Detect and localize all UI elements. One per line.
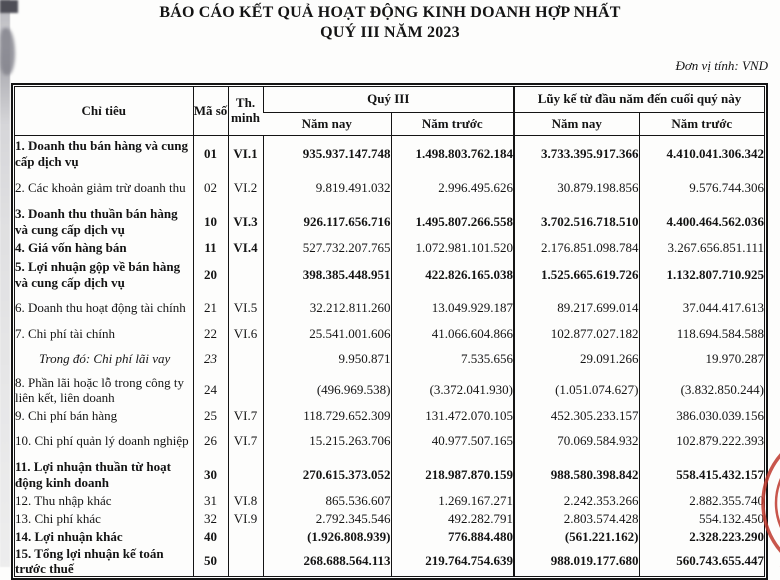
row-ytd-this-year: 2.176.851.098.784 xyxy=(514,239,639,258)
report-title xyxy=(0,3,780,43)
row-ytd-this-year: 30.879.198.856 xyxy=(514,172,639,205)
row-label: 6. Doanh thu hoạt động tài chính xyxy=(15,300,186,316)
table-row xyxy=(15,258,764,292)
row-ytd-this-year: 452.305.233.157 xyxy=(514,407,639,425)
row-ytd-last-year: 554.132.450 xyxy=(639,510,764,528)
row-label: 9. Chi phí bán hàng xyxy=(15,407,118,423)
row-label: Trong đó: Chi phí lãi vay xyxy=(39,350,171,366)
row-note xyxy=(228,546,263,577)
row-label: 10. Chi phí quản lý doanh nghiệp xyxy=(15,433,189,449)
row-ytd-last-year: 37.044.417.613 xyxy=(639,292,764,325)
col-header-ytd-this-year: Năm nay xyxy=(514,113,639,136)
row-ytd-last-year: 558.415.432.157 xyxy=(639,458,764,492)
row-q3-this-year: 25.541.001.606 xyxy=(263,325,391,344)
table-row xyxy=(15,344,764,374)
row-ytd-this-year: (1.051.074.627) xyxy=(514,374,639,407)
row-label: 5. Lợi nhuận gộp về bán hàng và cung cấp dịch vụ xyxy=(15,259,181,290)
row-q3-this-year: (1.926.808.939) xyxy=(263,528,391,546)
row-q3-last-year: 131.472.070.105 xyxy=(391,407,514,425)
table-row xyxy=(15,458,764,492)
row-ytd-this-year: 29.091.266 xyxy=(514,344,639,374)
row-note: VI.8 xyxy=(228,492,263,510)
row-ytd-last-year: (3.832.850.244) xyxy=(639,374,764,407)
row-code: 24 xyxy=(193,374,228,407)
row-q3-last-year: 492.282.791 xyxy=(391,510,514,528)
row-code: 31 xyxy=(193,492,228,510)
row-ytd-this-year: 70.069.584.932 xyxy=(514,425,639,458)
row-label: 8. Phần lãi hoặc lỗ trong công ty liên kết, liên doanh xyxy=(15,374,184,405)
row-ytd-this-year: 102.877.027.182 xyxy=(514,325,639,344)
row-q3-this-year: 32.212.811.260 xyxy=(263,292,391,325)
row-q3-this-year: 9.819.491.032 xyxy=(263,172,391,205)
row-code: 40 xyxy=(193,528,228,546)
row-q3-this-year: 15.215.263.706 xyxy=(263,425,391,458)
row-ytd-this-year: 1.525.665.619.726 xyxy=(514,258,639,292)
row-q3-last-year: (3.372.041.930) xyxy=(391,374,514,407)
row-q3-last-year: 13.049.929.187 xyxy=(391,292,514,325)
row-q3-this-year: 527.732.207.765 xyxy=(263,239,391,258)
unit-label: Đơn vị tính: VND xyxy=(675,58,768,73)
table-row xyxy=(15,492,764,510)
row-ytd-this-year: 89.217.699.014 xyxy=(514,292,639,325)
row-code: 30 xyxy=(193,458,228,492)
table-row xyxy=(15,510,764,528)
row-code: 01 xyxy=(193,136,228,172)
row-ytd-last-year: 118.694.584.588 xyxy=(639,325,764,344)
row-note xyxy=(228,528,263,546)
row-q3-this-year: 9.950.871 xyxy=(263,344,391,374)
row-ytd-this-year: 2.242.353.266 xyxy=(514,492,639,510)
row-ytd-last-year: 3.267.656.851.111 xyxy=(639,239,764,258)
row-code: 23 xyxy=(193,344,228,374)
row-label: 1. Doanh thu bán hàng và cung cấp dịch vụ xyxy=(15,138,189,169)
row-code: 20 xyxy=(193,258,228,292)
row-note xyxy=(228,374,263,407)
report-table xyxy=(11,83,768,580)
row-label: 2. Các khoản giảm trừ doanh thu xyxy=(15,180,186,196)
row-code: 10 xyxy=(193,205,228,239)
row-label: 13. Chi phí khác xyxy=(15,510,101,526)
table-row xyxy=(15,407,764,425)
row-label: 3. Doanh thu thuần bán hàng và cung cấp dịch vụ xyxy=(15,206,178,237)
row-code: 11 xyxy=(193,239,228,258)
row-ytd-this-year: 2.803.574.428 xyxy=(514,510,639,528)
col-header-item: Chỉ tiêu xyxy=(15,87,193,136)
row-label: 11. Lợi nhuận thuần từ hoạt động kinh doanh xyxy=(15,459,171,490)
row-label: 7. Chi phí tài chính xyxy=(15,326,116,342)
row-ytd-last-year: 2.328.223.290 xyxy=(639,528,764,546)
row-q3-last-year: 1.498.803.762.184 xyxy=(391,136,514,172)
row-note xyxy=(228,458,263,492)
table-row xyxy=(15,425,764,458)
row-q3-last-year: 1.495.807.266.558 xyxy=(391,205,514,239)
col-header-q3-last-year: Năm trước xyxy=(391,113,514,136)
row-ytd-last-year: 560.743.655.447 xyxy=(639,546,764,577)
table-row xyxy=(15,172,764,205)
col-group-ytd: Lũy kế từ đầu năm đến cuối quý này xyxy=(514,87,764,113)
row-label: 14. Lợi nhuận khác xyxy=(15,528,123,544)
row-q3-this-year: 935.937.147.748 xyxy=(263,136,391,172)
row-q3-this-year: 270.615.373.052 xyxy=(263,458,391,492)
scan-edge-artifact xyxy=(0,0,10,567)
row-label: 12. Thu nhập khác xyxy=(15,492,112,508)
row-ytd-last-year: 4.410.041.306.342 xyxy=(639,136,764,172)
row-q3-this-year: 865.536.607 xyxy=(263,492,391,510)
row-code: 50 xyxy=(193,546,228,577)
row-note: VI.2 xyxy=(228,172,263,205)
row-code: 25 xyxy=(193,407,228,425)
table-row xyxy=(15,136,764,172)
row-ytd-this-year: 3.733.395.917.366 xyxy=(514,136,639,172)
table-row xyxy=(15,546,764,577)
report-title-line2: QUÝ III NĂM 2023 xyxy=(320,24,460,41)
row-q3-last-year: 1.072.981.101.520 xyxy=(391,239,514,258)
row-ytd-last-year: 102.879.222.393 xyxy=(639,425,764,458)
row-ytd-last-year: 1.132.807.710.925 xyxy=(639,258,764,292)
row-note: VI.7 xyxy=(228,407,263,425)
row-note: VI.4 xyxy=(228,239,263,258)
row-q3-this-year: 926.117.656.716 xyxy=(263,205,391,239)
row-ytd-last-year: 19.970.287 xyxy=(639,344,764,374)
row-ytd-this-year: 988.019.177.680 xyxy=(514,546,639,577)
row-ytd-last-year: 9.576.744.306 xyxy=(639,172,764,205)
row-q3-this-year: 268.688.564.113 xyxy=(263,546,391,577)
row-code: 22 xyxy=(193,325,228,344)
row-q3-last-year: 1.269.167.271 xyxy=(391,492,514,510)
row-q3-this-year: 2.792.345.546 xyxy=(263,510,391,528)
row-label: 15. Tổng lợi nhuận kế toán trước thuế xyxy=(15,545,164,576)
table-row xyxy=(15,325,764,344)
row-q3-last-year: 2.996.495.626 xyxy=(391,172,514,205)
row-q3-last-year: 41.066.604.866 xyxy=(391,325,514,344)
row-code: 21 xyxy=(193,292,228,325)
table-row xyxy=(15,374,764,407)
row-q3-last-year: 219.764.754.639 xyxy=(391,546,514,577)
col-header-q3-this-year: Năm nay xyxy=(263,113,391,136)
row-q3-this-year: (496.969.538) xyxy=(263,374,391,407)
table-row xyxy=(15,239,764,258)
row-code: 26 xyxy=(193,425,228,458)
col-header-code: Mã số xyxy=(193,87,228,136)
row-note: VI.1 xyxy=(228,136,263,172)
row-note: VI.9 xyxy=(228,510,263,528)
row-note: VI.7 xyxy=(228,425,263,458)
row-q3-last-year: 40.977.507.165 xyxy=(391,425,514,458)
row-q3-last-year: 218.987.870.159 xyxy=(391,458,514,492)
col-header-note: Th. minh xyxy=(228,87,263,136)
row-q3-last-year: 7.535.656 xyxy=(391,344,514,374)
report-title-line1: BÁO CÁO KẾT QUẢ HOẠT ĐỘNG KINH DOANH HỢP NHẤT xyxy=(159,4,621,21)
row-label: 4. Giá vốn hàng bán xyxy=(15,240,127,256)
col-header-ytd-last-year: Năm trước xyxy=(639,113,764,136)
row-note: VI.6 xyxy=(228,325,263,344)
row-ytd-this-year: 3.702.516.718.510 xyxy=(514,205,639,239)
table-row xyxy=(15,205,764,239)
table-row xyxy=(15,292,764,325)
row-ytd-last-year: 4.400.464.562.036 xyxy=(639,205,764,239)
row-ytd-last-year: 386.030.039.156 xyxy=(639,407,764,425)
row-note xyxy=(228,344,263,374)
table-row xyxy=(15,528,764,546)
row-q3-this-year: 118.729.652.309 xyxy=(263,407,391,425)
row-note: VI.3 xyxy=(228,205,263,239)
row-note: VI.5 xyxy=(228,292,263,325)
row-ytd-this-year: (561.221.162) xyxy=(514,528,639,546)
row-note xyxy=(228,258,263,292)
row-q3-last-year: 776.884.480 xyxy=(391,528,514,546)
row-code: 02 xyxy=(193,172,228,205)
row-ytd-this-year: 988.580.398.842 xyxy=(514,458,639,492)
col-group-q3: Quý III xyxy=(263,87,514,113)
row-ytd-last-year: 2.882.355.740 xyxy=(639,492,764,510)
row-q3-last-year: 422.826.165.038 xyxy=(391,258,514,292)
row-code: 32 xyxy=(193,510,228,528)
row-q3-this-year: 398.385.448.951 xyxy=(263,258,391,292)
